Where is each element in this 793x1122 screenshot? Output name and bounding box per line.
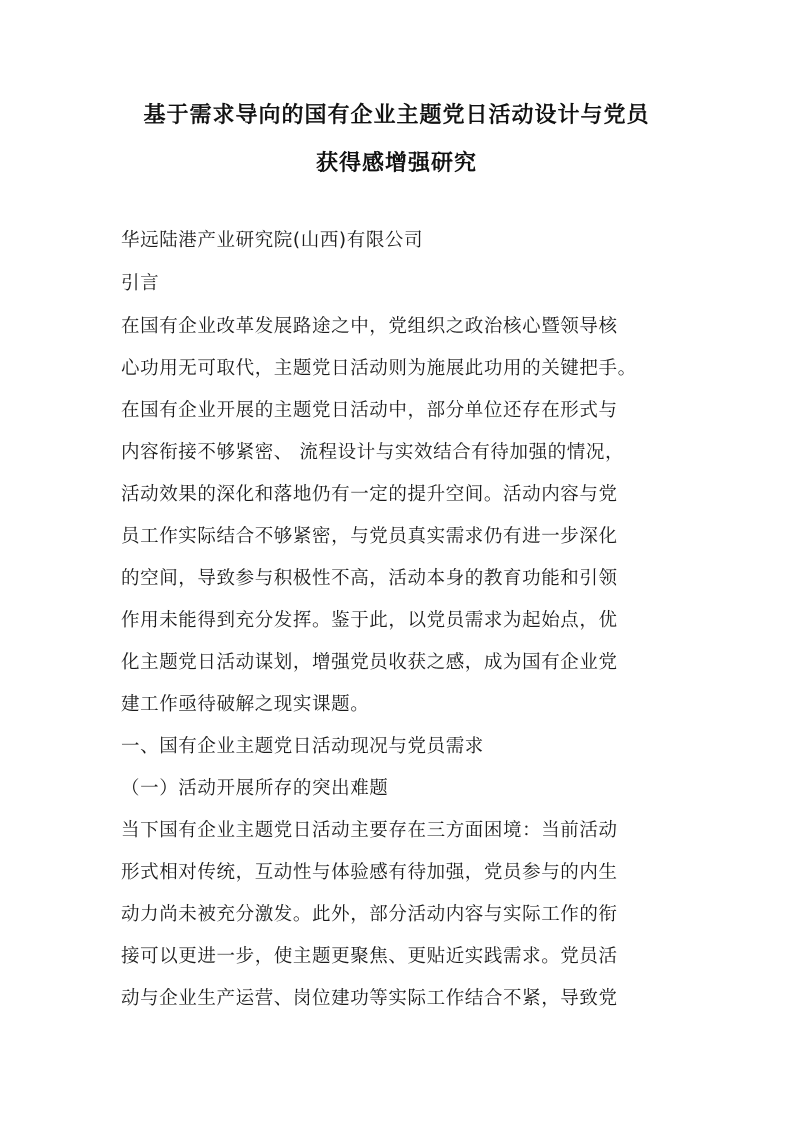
paragraph-line: 动力尚未被充分激发。此外，部分活动内容与实际工作的衔 — [121, 904, 618, 925]
paragraph-line: 的空间，导致参与积极性不高，活动本身的教育功能和引领 — [121, 568, 618, 589]
author-affiliation: 华远陆港产业研究院(山西)有限公司 — [121, 230, 424, 251]
subsection-heading-1-1: （一）活动开展所存的突出难题 — [121, 778, 389, 799]
paragraph-line: 当下国有企业主题党日活动主要存在三方面困境：当前活动 — [121, 820, 618, 841]
document-title-line-1: 基于需求导向的国有企业主题党日活动设计与党员 — [143, 102, 650, 128]
paragraph-line: 形式相对传统，互动性与体验感有待加强，党员参与的内生 — [121, 862, 618, 883]
paragraph-line: 员工作实际结合不够紧密，与党员真实需求仍有进一步深化 — [121, 526, 618, 547]
paragraph-line: 在国有企业开展的主题党日活动中，部分单位还存在形式与 — [121, 400, 618, 421]
paragraph-line: 化主题党日活动谋划，增强党员收获之感，成为国有企业党 — [121, 652, 618, 673]
paragraph-line: 活动效果的深化和落地仍有一定的提升空间。活动内容与党 — [121, 484, 618, 505]
document-title-line-2: 获得感增强研究 — [315, 150, 477, 176]
paragraph-line: 内容衔接不够紧密、 流程设计与实效结合有待加强的情况， — [121, 442, 625, 463]
paragraph-line: 在国有企业改革发展路途之中，党组织之政治核心暨领导核 — [121, 316, 618, 337]
paragraph-line: 心功用无可取代，主题党日活动则为施展此功用的关键把手。 — [121, 358, 637, 379]
section-heading-1: 一、国有企业主题党日活动现况与党员需求 — [121, 736, 484, 757]
paragraph-line: 接可以更进一步，使主题更聚焦、更贴近实践需求。党员活 — [121, 946, 618, 967]
paragraph-line: 作用未能得到充分发挥。鉴于此，以党员需求为起始点，优 — [121, 610, 618, 631]
section-heading-introduction: 引言 — [121, 273, 160, 294]
paragraph-line: 动与企业生产运营、岗位建功等实际工作结合不紧，导致党 — [121, 988, 618, 1009]
paragraph-line: 建工作亟待破解之现实课题。 — [121, 694, 370, 715]
